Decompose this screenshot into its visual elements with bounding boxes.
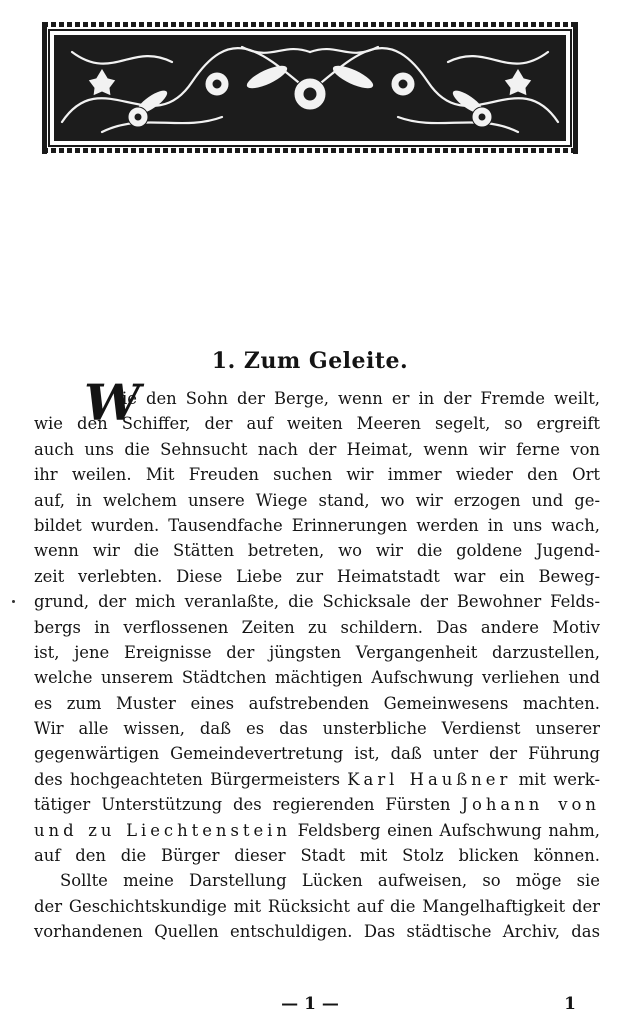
text-segment: Feldsberg einen Aufschwung nahm,	[290, 820, 600, 840]
text-line: ist, jene Ereignisse der jüngsten Vergangenheit darzustellen,	[34, 642, 600, 662]
text-line: vorhandenen Quellen entschuldigen. Das städtische Archiv, das	[34, 922, 600, 942]
text-segment: mit werk-	[511, 769, 600, 789]
mayor-name: Karl Haußner	[347, 769, 512, 789]
margin-speck	[12, 600, 15, 603]
drop-cap: W	[84, 373, 141, 432]
chapter-title: 1. Zum Geleite.	[211, 348, 409, 374]
text-line: bergs in verflossenen Zeiten zu schildern. Das andere Motiv	[34, 617, 600, 637]
text-line: gegenwärtigen Gemeindevertretung ist, daß unter der Führung	[34, 744, 600, 764]
text-line: Sollte meine Darstellung Lücken aufweisen, so möge sie	[60, 871, 600, 891]
text-line: welche unserem Städtchen mächtigen Aufschwung verliehen und	[34, 668, 600, 688]
text-line: ihr weilen. Mit Freuden suchen wir immer wieder den Ort	[34, 465, 600, 485]
text-segment: tätiger Unterstützung des regierenden Fürsten	[34, 795, 462, 815]
page-number: — 1 —	[281, 994, 339, 1014]
text-line: auch uns die Sehnsucht nach der Heimat, wenn wir ferne von	[34, 439, 600, 459]
prince-name-continued: und zu Liechtenstein	[34, 820, 291, 840]
text-line: es zum Muster eines aufstrebenden Gemeinwesens machten.	[34, 693, 600, 713]
text-segment: des hochgeachteten Bürgermeisters	[34, 769, 348, 789]
signature-mark: 1	[564, 994, 576, 1014]
prince-name: Johann von	[461, 795, 600, 815]
text-line: auf den die Bürger dieser Stadt mit Stolz blicken können.	[34, 846, 600, 866]
text-line-content: ie den Sohn der Berge, wenn er in der Fremde weilt,	[122, 389, 600, 408]
text-line	[34, 767, 600, 792]
text-line: Wir alle wissen, daß es das unsterbliche Verdienst unserer	[34, 719, 600, 739]
text-line: bildet wurden. Tausendfache Erinnerungen werden in uns wach,	[34, 515, 600, 535]
text-line	[34, 818, 600, 843]
text-line: grund, der mich veranlaßte, die Schicksale der Bewohner Felds-	[34, 592, 600, 612]
floral-headpiece-ornament	[42, 22, 578, 154]
text-line	[34, 792, 600, 817]
text-line: auf, in welchem unsere Wiege stand, wo wir erzogen und ge-	[34, 490, 600, 510]
text-line: der Geschichtskundige mit Rücksicht auf die Mangelhaftigkeit der	[34, 896, 600, 916]
text-line: wie den Schiffer, der auf weiten Meeren segelt, so ergreift	[34, 414, 600, 434]
body-text	[34, 373, 600, 945]
text-line: wenn wir die Stätten betreten, wo wir die goldene Jugend-	[34, 541, 600, 561]
text-line: zeit verlebten. Diese Liebe zur Heimatstadt war ein Beweg-	[34, 566, 600, 586]
